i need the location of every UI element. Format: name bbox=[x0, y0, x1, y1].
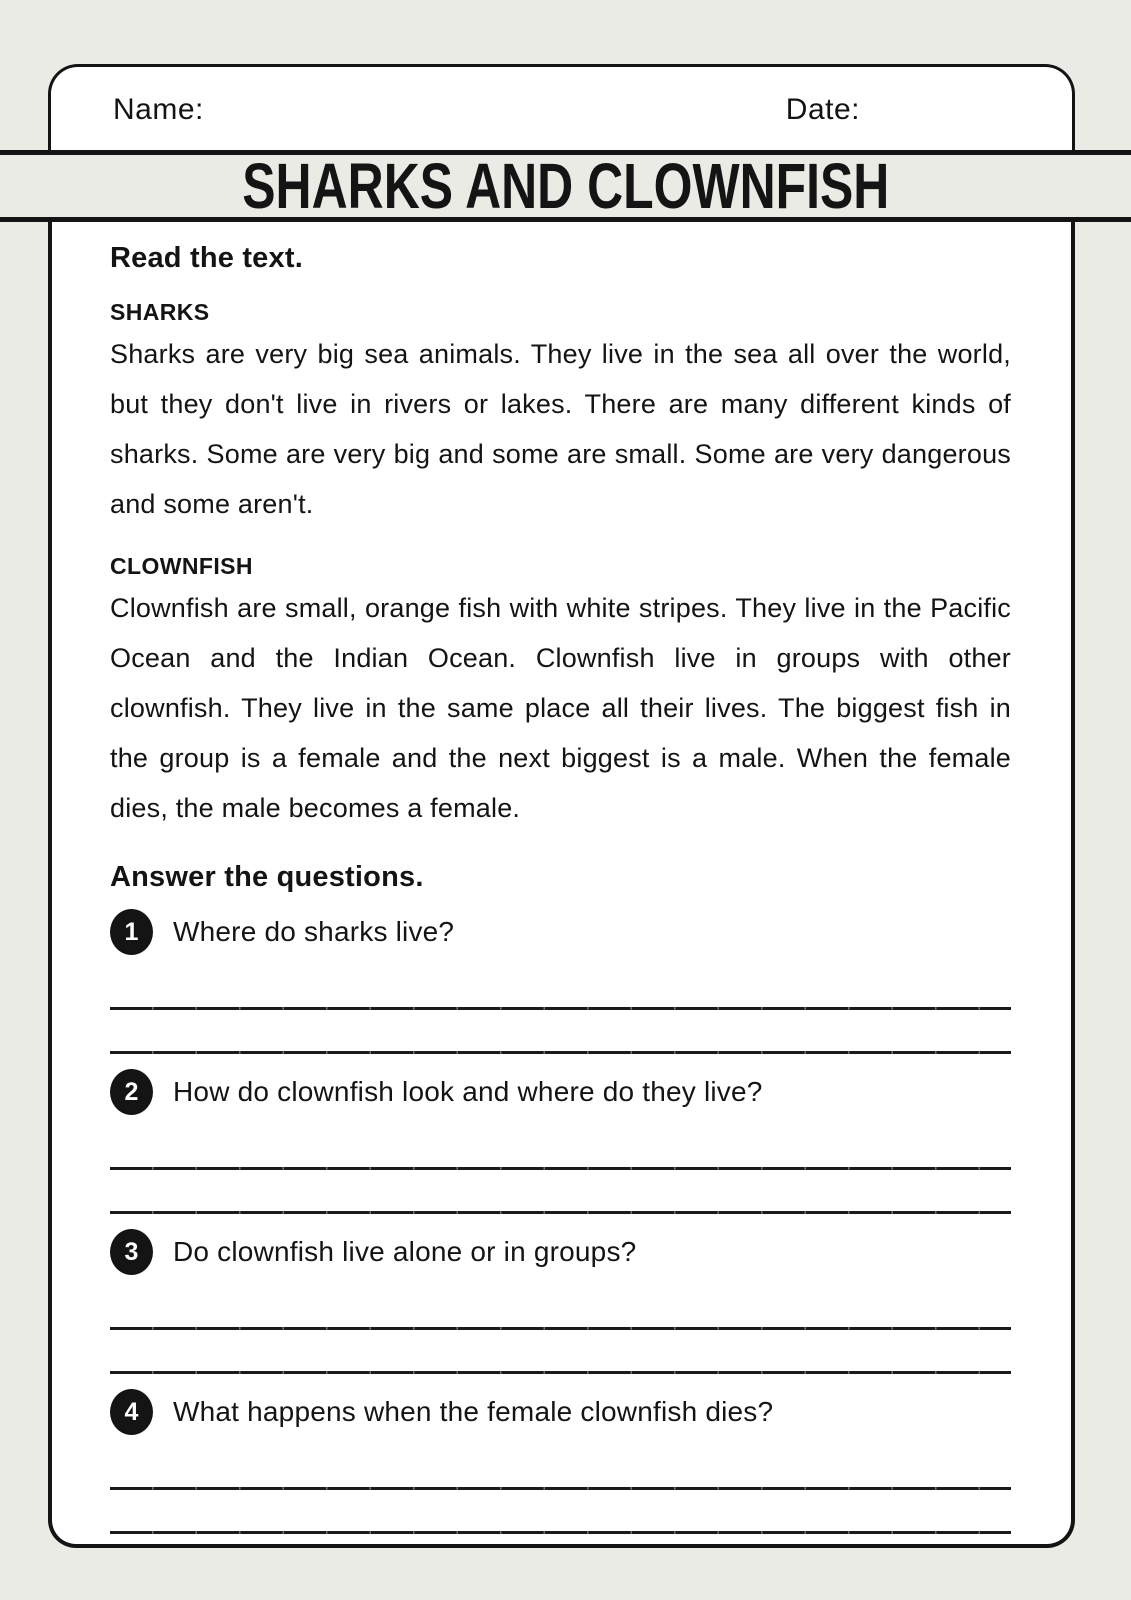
worksheet-title: SHARKS AND CLOWNFISH bbox=[241, 150, 890, 222]
answer-line[interactable] bbox=[110, 1327, 1011, 1330]
clownfish-section-body: Clownfish are small, orange fish with white stripes. They live in the Pacific Ocean and the Indian Ocean. Clownfish live in groups with other clownfish. They live in the same place all their lives. The biggest fish in the group is a female and the next biggest is a male. When the female dies, the male becomes a female. bbox=[110, 593, 1011, 823]
question-block-4 bbox=[110, 1389, 1011, 1534]
question-number-badge: 4 bbox=[110, 1389, 153, 1435]
sharks-section-heading: SHARKS bbox=[110, 299, 210, 325]
question-text: What happens when the female clownfish dies? bbox=[173, 1396, 774, 1427]
title-banner bbox=[0, 150, 1131, 222]
question-number-badge: 2 bbox=[110, 1069, 153, 1115]
answer-line[interactable] bbox=[110, 1371, 1011, 1374]
name-label: Name: bbox=[113, 92, 204, 126]
date-label: Date: bbox=[785, 92, 860, 126]
sharks-section-body: Sharks are very big sea animals. They live in the sea all over the world, but they don't live in rivers or lakes. There are many different kinds of sharks. Some are very big and some are small. Some are very dangerous and some aren't. bbox=[110, 339, 1011, 519]
question-row bbox=[110, 1389, 1011, 1435]
answer-instruction: Answer the questions. bbox=[110, 861, 424, 893]
question-row bbox=[110, 909, 1011, 955]
answer-line[interactable] bbox=[110, 1167, 1011, 1170]
question-number-badge: 3 bbox=[110, 1229, 153, 1275]
date-input-area[interactable] bbox=[860, 67, 1010, 152]
question-text: How do clownfish look and where do they live? bbox=[173, 1076, 763, 1107]
question-text: Do clownfish live alone or in groups? bbox=[173, 1236, 637, 1267]
answer-line[interactable] bbox=[110, 1007, 1011, 1010]
question-block-2 bbox=[110, 1069, 1011, 1214]
worksheet-panel bbox=[48, 222, 1075, 1548]
answer-line[interactable] bbox=[110, 1531, 1011, 1534]
name-input-area[interactable] bbox=[204, 67, 786, 152]
question-number-badge: 1 bbox=[110, 909, 153, 955]
question-row bbox=[110, 1229, 1011, 1275]
answer-line[interactable] bbox=[110, 1487, 1011, 1490]
name-date-box bbox=[48, 64, 1075, 152]
clownfish-section-heading: CLOWNFISH bbox=[110, 553, 253, 579]
answer-line[interactable] bbox=[110, 1211, 1011, 1214]
question-block-3 bbox=[110, 1229, 1011, 1374]
question-text: Where do sharks live? bbox=[173, 916, 455, 947]
read-instruction: Read the text. bbox=[110, 242, 303, 274]
question-row bbox=[110, 1069, 1011, 1115]
answer-line[interactable] bbox=[110, 1051, 1011, 1054]
question-block-1 bbox=[110, 909, 1011, 1054]
